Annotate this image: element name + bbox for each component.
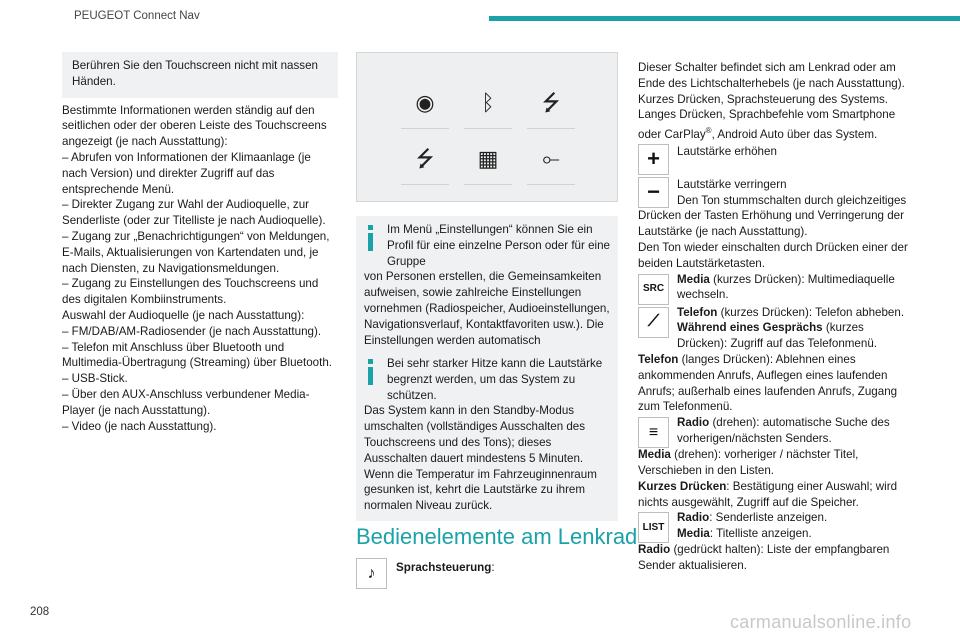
column-left	[62, 52, 338, 434]
header-accent-bar	[489, 16, 960, 21]
para-5: – Zugang zu Einstellungen des Touchscreens und des digitalen Kombiinstruments.	[62, 277, 319, 307]
short-press-text: Kurzes Drücken, Sprachsteuerung des Systems.	[638, 92, 889, 106]
short-confirm-text: Kurzes Drücken: Bestätigung einer Auswahl; wird nichts ausgewählt, Zugriff auf die Speicher.	[638, 479, 898, 509]
src-row: SRC Media (kurzes Drücken): Multimediaquelle wechseln.	[638, 272, 914, 304]
aux-jack-icon: ⟜	[527, 139, 575, 179]
column-right	[638, 60, 914, 574]
volume-down-row	[638, 177, 914, 205]
para-1: Bestimmte Informationen werden ständig auf den seitlichen oder der oberen Leiste des Touchscreens angezeigt (je nach Ausstattung):	[62, 103, 327, 149]
para-3: – Direkter Zugang zur Wahl der Audioquelle, zur Senderliste (oder zur Titelliste je nach Audioquelle).	[62, 198, 326, 228]
voice-control-icon: ♪	[356, 558, 387, 589]
info-box-settings	[356, 216, 618, 371]
info-box-heat	[356, 350, 618, 521]
para-7: – FM/DAB/AM-Radiosender (je nach Ausstattung).	[62, 324, 322, 338]
voice-control-label-wrap: Sprachsteuerung:	[396, 561, 495, 574]
voice-control-label: Sprachsteuerung	[396, 561, 492, 574]
info-icon	[368, 225, 373, 251]
volume-up-row	[638, 144, 914, 175]
mute-text: Den Ton stummschalten durch gleichzeitiges Drücken der Tasten Erhöhung und Verringerung der Lautstärke (je nach Ausstattung).	[638, 193, 907, 239]
page-number: 208	[30, 606, 50, 618]
running-header: PEUGEOT Connect Nav	[74, 10, 200, 22]
warning-note-text: Berühren Sie den Touchscreen nicht mit nassen Händen.	[72, 59, 318, 88]
phone-icon: ⟋	[638, 307, 669, 338]
para-6: Auswahl der Audioquelle (je nach Ausstattung):	[62, 308, 305, 322]
thumbwheel-icon: ≡	[638, 417, 669, 448]
audio-source-icons-panel	[356, 52, 618, 202]
plus-icon: +	[638, 144, 669, 175]
info-box-heat-rest2: Wenn die Temperatur im Fahrzeuginnenraum gesunken ist, kehrt die Lautstärke zu ihrem normalen Niveau zurück.	[364, 467, 597, 513]
list-button-icon: LIST	[638, 512, 669, 543]
watermark: carmanualsonline.info	[730, 612, 912, 632]
bluetooth-icon: ᛒ	[464, 83, 512, 123]
info-box-settings-first: Im Menü „Einstellungen“ können Sie ein Profil für eine einzelne Person oder für eine Gruppe	[387, 223, 610, 268]
volume-up-text: Lautstärke erhöhen	[677, 144, 777, 158]
info-box-settings-rest: von Personen erstellen, die Gemeinsamkeiten aufweisen, sowie zahlreiche Einstellungen vornehmen (Radiospeicher, Audioeinstellungen, Navigationsverlauf, Kontaktfavoriten usw.). Die Einstellungen werden automatisch	[364, 270, 610, 347]
para-10: – Über den AUX-Anschluss verbundener Media-Player (je nach Ausstattung).	[62, 387, 310, 417]
info-icon	[368, 359, 373, 385]
phone-long-text: Telefon (langes Drücken): Ablehnen eines ankommenden Anrufs, Auflegen eines laufenden Anrufs; außerhalb eines laufenden Anrufs, Zugang zum Telefonmenü.	[638, 353, 898, 414]
para-4: – Zugang zur „Benachrichtigungen“ von Meldungen, E-Mails, Aktualisierungen von Kartendaten und, je nach Diensten, zu Navigationsmeldungen.	[62, 229, 330, 275]
list-row: LIST Radio: Senderliste anzeigen. Media: Titelliste anzeigen.	[638, 510, 914, 542]
steering-intro: Dieser Schalter befindet sich am Lenkrad oder am Ende des Lichtschalterhebels (je nach Ausstattung).	[638, 61, 905, 90]
info-box-heat-first: Bei sehr starker Hitze kann die Lautstärke begrenzt werden, um das System zu schützen.	[387, 357, 603, 402]
para-9: – USB-Stick.	[62, 372, 128, 386]
long-press-text: Langes Drücken, Sprachbefehle vom Smartphone oder CarPlay®, Android Auto über das System.	[638, 108, 896, 142]
para-2: – Abrufen von Informationen der Klimaanlage (je nach Version) und direkter Zugriff auf das entsprechende Menü.	[62, 150, 311, 196]
radio-hold-text: Radio (gedrückt halten): Liste der empfangbaren Sender aktualisieren.	[638, 543, 890, 573]
usb-icon: ⭍	[401, 139, 449, 179]
phone-row: ⟋ Telefon (kurzes Drücken): Telefon abheben. Während eines Gesprächs (kurzes Drücken): Zugriff auf das Telefonmenü.	[638, 305, 914, 352]
info-box-heat-rest: Das System kann in den Standby-Modus umschalten (vollständiges Ausschalten des Touchscreens und des Tons); dieses Ausschalten dauert mindestens 5 Minuten.	[364, 404, 586, 465]
unmute-text: Den Ton wieder einschalten durch Drücken einer der beiden Lautstärketasten.	[638, 241, 908, 270]
minus-icon: −	[638, 177, 669, 208]
usb-icon: ⭍	[527, 83, 575, 123]
radio-source-icon: ◉	[401, 83, 449, 123]
video-icon: ▦	[464, 139, 512, 179]
para-11: – Video (je nach Ausstattung).	[62, 419, 217, 433]
volume-down-text: Lautstärke verringern	[677, 177, 787, 191]
src-button-icon: SRC	[638, 274, 669, 305]
section-title: Bedienelemente am Lenkrad	[356, 524, 638, 549]
thumbwheel-row: ≡ Radio (drehen): automatische Suche des vorherigen/nächsten Senders.	[638, 415, 914, 447]
media-turn-text: Media (drehen): vorheriger / nächster Titel, Verschieben in den Listen.	[638, 448, 859, 477]
warning-note	[62, 52, 338, 98]
para-8: – Telefon mit Anschluss über Bluetooth und Multimedia-Übertragung (Streaming) über Bluetooth.	[62, 340, 333, 370]
